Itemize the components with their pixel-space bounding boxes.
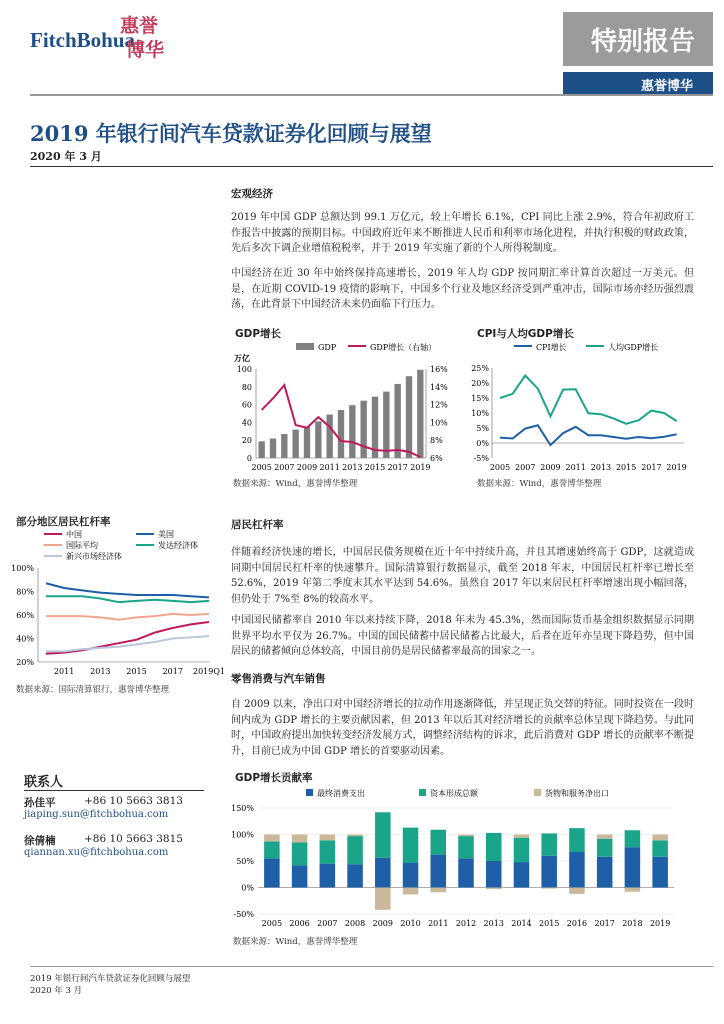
cpi-x-tick: 2015	[615, 463, 637, 472]
cpi-x-tick: 2011	[565, 463, 586, 472]
leverage-y-tick: 100%	[11, 564, 34, 573]
cpi-y-tick: 20%	[471, 379, 489, 388]
contrib-x-tick: 2005	[261, 919, 283, 928]
cpi-line	[500, 425, 677, 445]
contrib-y-tick: 0%	[241, 883, 254, 893]
contrib-x-tick: 2018	[622, 919, 643, 928]
report-type-banner: 特别报告	[563, 12, 713, 66]
consumption-bar	[264, 858, 280, 887]
cpi-x-tick: 2009	[540, 463, 561, 472]
contrib-x-tick: 2016	[566, 919, 588, 928]
consumption-legend-label: 最终消费支出	[317, 789, 365, 798]
capital-bar	[486, 833, 502, 861]
contacts-divider	[24, 790, 204, 791]
contrib-chart	[228, 782, 694, 932]
capital-bar	[569, 828, 585, 852]
contrib-x-tick: 2006	[289, 919, 310, 928]
consumption-bar	[347, 864, 363, 887]
gdp-bar	[326, 415, 332, 458]
page-title: 2019 年银行间汽车贷款证券化回顾与展望	[30, 121, 432, 146]
gdp-y2-tick: 14%	[430, 382, 448, 392]
emerging-legend-label: 新兴市场经济体	[66, 552, 122, 561]
capital-bar	[375, 812, 391, 858]
title-divider	[30, 166, 713, 167]
gdp-x-tick: 2013	[342, 463, 363, 472]
contrib-x-tick: 2009	[372, 919, 393, 928]
netexport-bar	[597, 835, 613, 839]
gdp-chart	[230, 337, 470, 477]
leverage-paragraph-1: 伴随着经济快速的增长，中国居民债务规模在近十年中持续升高，并且其增速始终高于 GDP，这就造成同期中国居民杠杆率的快速攀升。国际清算银行数据显示，截至 2018 年末，中国居民杠杆率已增长至 52.6%，2019 年第二季度末其水平达到 54.6%。虽然自 2017 年以来居民杠杆率增速出现小幅回落，但仍处于 7%至 8%的较高水平。	[231, 547, 694, 605]
usa-legend-label: 美国	[158, 530, 174, 539]
contact-2-phone: +86 10 5663 3815	[84, 833, 183, 845]
contrib-x-tick: 2019	[649, 919, 671, 928]
leverage-x-tick: 2013	[90, 667, 111, 676]
cpi-x-tick: 2017	[641, 463, 662, 472]
gdp-bar	[292, 430, 298, 458]
cpi-x-tick: 2007	[515, 463, 536, 472]
netexport-legend-swatch	[534, 789, 541, 796]
leverage-x-tick: 2019Q1	[192, 667, 226, 676]
gdp-bar	[338, 410, 344, 458]
consumption-bar	[375, 858, 391, 888]
netexport-bar	[625, 888, 641, 892]
fitchbohua-seal-logo	[120, 14, 176, 70]
gdp-y2-tick: 8%	[430, 436, 443, 446]
leverage-x-tick: 2015	[126, 667, 147, 676]
cpi-x-tick: 2019	[666, 463, 687, 472]
leverage-paragraph-2: 中国国民储蓄率自 2010 年以来持续下降，2018 年末为 45.3%，然而国际货币基金组织数据显示同期世界平均水平仅为 26.7%。中国的国民储蓄中居民储蓄占比最大，后者在近年亦呈现下降趋势，但中国居民的储蓄倾向总体较高，中国目前仍是居民储蓄率最高的国家之一。	[231, 615, 694, 657]
contrib-y-tick: 150%	[231, 804, 254, 813]
china-legend-label: 中国	[66, 530, 82, 539]
capital-bar	[347, 836, 363, 864]
cpi-y-tick: 10%	[471, 409, 489, 418]
gdp-bar	[394, 384, 400, 458]
netexport-bar	[541, 888, 557, 889]
consumption-bar	[458, 858, 474, 887]
netexport-bar	[264, 835, 280, 842]
footer-title: 2019 年银行间汽车贷款证券化回顾与展望	[30, 974, 191, 984]
consumption-bar	[486, 861, 502, 888]
gdp-bar	[360, 401, 366, 458]
intl-avg-line	[46, 614, 209, 620]
gdp-legend-label: GDP	[318, 343, 337, 352]
contrib-x-tick: 2012	[455, 919, 477, 928]
contrib-chart-title: GDP增长贡献率	[235, 772, 313, 784]
netexport-bar	[320, 835, 336, 841]
gdp-chart-title: GDP增长	[235, 328, 282, 340]
netexport-bar	[375, 888, 391, 910]
gdp-bar	[315, 421, 321, 458]
gdp-bar	[281, 434, 287, 458]
netexport-bar	[292, 835, 308, 843]
leverage-y-tick: 40%	[16, 634, 34, 644]
footer-divider	[30, 966, 713, 967]
brand-banner: 惠誉博华	[563, 72, 713, 94]
pcgdp-line	[500, 376, 677, 424]
gdp-bar	[406, 376, 412, 458]
macro-paragraph-2: 中国经济在近 30 年中始终保持高速增长，2019 年人均 GDP 按同期汇率计算首次超过一万美元。但是，在近期 COVID-19 疫情的影响下，中国多个行业及地区经济受到严重冲击，国际市场亦经历强烈震荡，在此背景下中国经济未来仍面临下行压力。	[231, 268, 694, 310]
seal-line-1: 惠誉	[120, 15, 159, 37]
leverage-chart	[10, 524, 226, 684]
capital-legend-swatch	[419, 789, 426, 796]
gdp-bar	[304, 427, 310, 458]
capital-bar	[320, 840, 336, 863]
contrib-y-tick: -50%	[233, 910, 254, 919]
cpi-y-tick: -5%	[473, 454, 489, 463]
capital-bar	[652, 840, 668, 856]
cpi-y-tick: 5%	[476, 424, 489, 433]
capital-bar	[458, 836, 474, 858]
gdp-x-tick: 2017	[387, 463, 408, 472]
section-heading-macro: 宏观经济	[231, 188, 273, 200]
netexport-bar	[486, 888, 502, 890]
gdp-x-tick: 2015	[364, 463, 386, 472]
capital-bar	[541, 833, 557, 855]
fitchbohua-logo-text: FitchBohua	[30, 28, 136, 52]
footer-date: 2020 年 3 月	[30, 986, 83, 996]
capital-legend-label: 资本形成总额	[430, 789, 478, 798]
capital-bar	[264, 841, 280, 858]
contrib-x-tick: 2013	[483, 919, 504, 928]
section-heading-leverage: 居民杠杆率	[231, 519, 284, 531]
cpi-x-tick: 2005	[489, 463, 511, 472]
contact-1-email[interactable]: jiaping.sun@fitchbohua.com	[24, 809, 169, 820]
contrib-x-tick: 2011	[428, 919, 449, 928]
gdp-unit-label: 万亿	[234, 353, 250, 363]
gdp-growth-legend-label: GDP增长（右轴）	[370, 343, 437, 352]
consumption-bar	[597, 857, 613, 888]
leverage-x-tick: 2017	[162, 667, 183, 676]
contrib-x-tick: 2010	[400, 919, 421, 928]
gdp-x-tick: 2019	[410, 463, 431, 472]
gdp-y-tick: 80	[241, 382, 252, 392]
header-divider	[30, 94, 713, 96]
leverage-chart-title: 部分地区居民杠杆率	[16, 516, 111, 528]
gdp-x-tick: 2011	[319, 463, 340, 472]
gdp-bar	[270, 439, 276, 458]
netexport-legend-label: 货物和服务净出口	[545, 789, 609, 798]
contrib-x-tick: 2017	[594, 919, 615, 928]
netexport-bar	[514, 835, 530, 838]
netexport-bar	[403, 888, 419, 895]
leverage-chart-source: 数据来源：国际清算银行，惠誉博华整理	[16, 685, 170, 695]
contrib-x-tick: 2008	[344, 919, 366, 928]
consumption-bar	[569, 852, 585, 888]
gdp-x-tick: 2005	[251, 463, 272, 472]
netexport-bar	[458, 835, 474, 837]
consumption-bar	[292, 865, 308, 887]
consumption-bar	[652, 857, 668, 888]
intl-avg-legend-label: 国际平均	[66, 541, 98, 550]
gdp-y-tick: 40	[241, 418, 252, 428]
cpi-y-tick: 15%	[471, 394, 489, 403]
section-heading-consumption: 零售消费与汽车销售	[231, 673, 326, 685]
contact-1-name: 孙佳平	[24, 797, 56, 809]
gdp-y2-tick: 16%	[430, 365, 448, 374]
gdp-bar	[349, 405, 355, 458]
gdp-x-tick: 2007	[274, 463, 295, 472]
cpi-legend-label: CPI增长	[536, 343, 567, 352]
gdp-y-tick: 20	[241, 436, 252, 446]
capital-bar	[597, 839, 613, 857]
cpi-x-tick: 2013	[590, 463, 612, 472]
netexport-bar	[652, 835, 668, 841]
cpi-y-tick: 25%	[471, 364, 489, 373]
consumption-bar	[403, 863, 419, 888]
contact-2-name: 徐倩楠	[24, 835, 56, 847]
consumption-bar	[431, 855, 447, 888]
macro-paragraph-1: 2019 年中国 GDP 总额达到 99.1 万亿元，较上年增长 6.1%，CPI 同比上涨 2.9%，符合年初政府工作报告中披露的预期目标。中国政府近年来不断推进人民币和利率市场化进程，并执行积极的财政政策，先后多次下调企业增值税税率，并于 2019 年实施了新的个人所得税制度。	[231, 212, 694, 254]
capital-bar	[403, 828, 419, 863]
gdp-y-tick: 60	[241, 400, 252, 410]
capital-bar	[514, 838, 530, 862]
gdp-chart-source: 数据来源：Wind，惠誉博华整理	[233, 479, 358, 489]
netexport-bar	[569, 888, 585, 894]
advanced-line	[46, 596, 209, 602]
contrib-x-tick: 2015	[539, 919, 560, 928]
gdp-y2-tick: 6%	[430, 454, 443, 463]
gdp-y-tick: 100	[236, 365, 252, 374]
gdp-x-tick: 2009	[296, 463, 318, 472]
consumption-bar	[514, 862, 530, 887]
leverage-y-tick: 20%	[16, 658, 34, 667]
gdp-bar	[417, 370, 423, 458]
gdp-legend-swatch	[296, 343, 314, 350]
consumption-bar	[625, 847, 641, 887]
gdp-bar	[258, 441, 264, 458]
emerging-line	[46, 636, 209, 651]
contrib-chart-source: 数据来源：Wind，惠誉博华整理	[233, 937, 358, 947]
contrib-y-tick: 100%	[231, 830, 254, 840]
consumption-bar	[320, 864, 336, 888]
cpi-y-tick: 0%	[476, 439, 489, 448]
report-date: 2020 年 3 月	[30, 150, 102, 163]
contact-2-email[interactable]: qiannan.xu@fitchbohua.com	[24, 847, 169, 858]
contacts-heading: 联系人	[24, 775, 64, 790]
capital-bar	[431, 830, 447, 855]
capital-bar	[292, 842, 308, 865]
gdp-y-tick: 0	[246, 454, 252, 463]
consumption-bar	[541, 856, 557, 888]
netexport-bar	[347, 835, 363, 837]
contrib-x-tick: 2014	[511, 919, 532, 928]
gdp-y2-tick: 10%	[430, 418, 448, 428]
netexport-bar	[431, 888, 447, 893]
cpi-chart-title: CPI与人均GDP增长	[477, 328, 574, 340]
consumption-legend-swatch	[306, 789, 313, 796]
contact-1-phone: +86 10 5663 3813	[84, 795, 183, 807]
contrib-y-tick: 50%	[236, 857, 254, 866]
gdp-y2-tick: 12%	[430, 400, 448, 410]
pcgdp-legend-label: 人均GDP增长	[608, 343, 659, 352]
advanced-legend-label: 发达经济体	[158, 541, 198, 550]
leverage-x-tick: 2011	[53, 667, 75, 676]
leverage-y-tick: 60%	[16, 611, 34, 620]
gdp-bar	[383, 392, 389, 458]
cpi-chart	[470, 337, 700, 477]
leverage-y-tick: 80%	[16, 587, 34, 597]
consumption-paragraph-1: 自 2009 以来，净出口对中国经济增长的拉动作用逐渐降低，并呈现正负交替的特征。同时投资在一段时间内成为 GDP 增长的主要贡献因素，但 2013 年以后其对经济增长的贡献率总体呈现下降趋势。与此同时，中国政府提出加快转变经济发展方式，调整经济结构的诉求，此后消费对 GDP 增长的贡献率不断提升，目前已成为中国 GDP 增长的首要驱动因素。	[231, 699, 694, 757]
seal-line-2: 博华	[126, 39, 165, 61]
cpi-chart-source: 数据来源：Wind，惠誉博华整理	[477, 479, 602, 489]
contrib-x-tick: 2007	[317, 919, 338, 928]
capital-bar	[625, 830, 641, 847]
